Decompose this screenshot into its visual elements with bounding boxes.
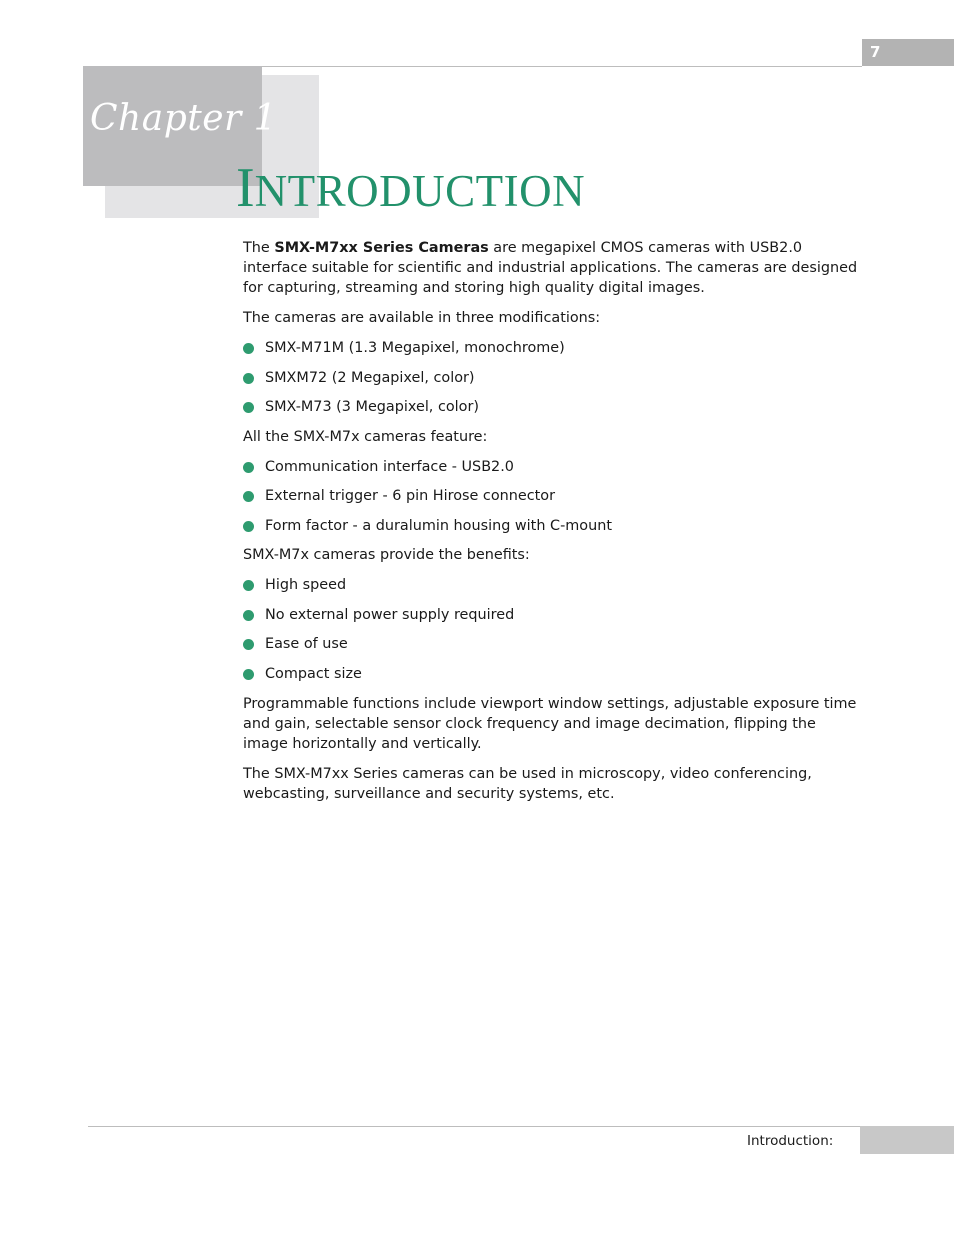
list-item (243, 457, 863, 477)
bullet-icon (243, 669, 254, 680)
bullet-icon (243, 521, 254, 532)
benefits-list (243, 575, 863, 684)
features-intro: All the SMX-M7x cameras feature: (243, 428, 488, 445)
bullet-icon (243, 373, 254, 384)
programmable-paragraph: Programmable functions include viewport window settings, adjustable exposure time and gain, selectable sensor clock frequency and image decimation, flipping the image horizontally and vertically. (243, 695, 857, 752)
bullet-icon (243, 343, 254, 354)
list-item (243, 397, 863, 417)
list-item-text: Form factor - a duralumin housing with C-mount (265, 517, 612, 534)
list-item (243, 338, 863, 358)
chapter-title (236, 158, 585, 221)
bullet-icon (243, 610, 254, 621)
bullet-icon (243, 639, 254, 650)
bullet-icon (243, 462, 254, 473)
list-item (243, 486, 863, 506)
chapter-label: Chapter 1 (90, 98, 278, 139)
intro-paragraph (243, 238, 863, 299)
bullet-icon (243, 491, 254, 502)
list-item (243, 634, 863, 654)
list-item-text: External trigger - 6 pin Hirose connector (265, 488, 556, 505)
list-item-text: High speed (265, 577, 347, 594)
modifications-list (243, 338, 863, 417)
features-list (243, 457, 863, 536)
page-number: 7 (862, 39, 954, 66)
usage-paragraph: The SMX-M7xx Series cameras can be used in microscopy, video conferencing, webcasting, surveillance and security systems, etc. (243, 765, 812, 802)
intro-text-after: are megapixel CMOS cameras with USB2.0 interface suitable for scientific and industrial applications. The cameras are designed for capturing, streaming and storing high quality digital images. (243, 240, 858, 297)
header-rule (262, 66, 862, 67)
list-item-text: SMXM72 (2 Megapixel, color) (265, 369, 475, 386)
list-item-text: SMX-M71M (1.3 Megapixel, monochrome) (265, 340, 565, 356)
intro-text-before: The (243, 240, 275, 256)
footer-rule (88, 1126, 860, 1127)
bullet-icon (243, 580, 254, 591)
list-item (243, 605, 863, 625)
benefits-intro: SMX-M7x cameras provide the benefits: (243, 547, 530, 564)
footer-section-label: Introduction: (747, 1133, 834, 1149)
list-item-text: Compact size (265, 665, 362, 682)
list-item (243, 516, 863, 536)
chapter-body (243, 238, 863, 814)
list-item-text: Communication interface - USB2.0 (265, 458, 514, 475)
chapter-title-initial: I (236, 157, 255, 219)
list-item-text: Ease of use (265, 636, 348, 653)
list-item-text: SMX-M73 (3 Megapixel, color) (265, 399, 480, 416)
list-item (243, 664, 863, 684)
footer-box (860, 1126, 954, 1154)
chapter-title-rest: NTRODUCTION (254, 166, 586, 216)
list-item (243, 368, 863, 388)
bullet-icon (243, 402, 254, 413)
product-name: SMX-M7xx Series Cameras (274, 240, 489, 256)
modifications-intro: The cameras are available in three modifications: (243, 310, 601, 327)
list-item-text: No external power supply required (265, 606, 515, 623)
list-item (243, 575, 863, 595)
